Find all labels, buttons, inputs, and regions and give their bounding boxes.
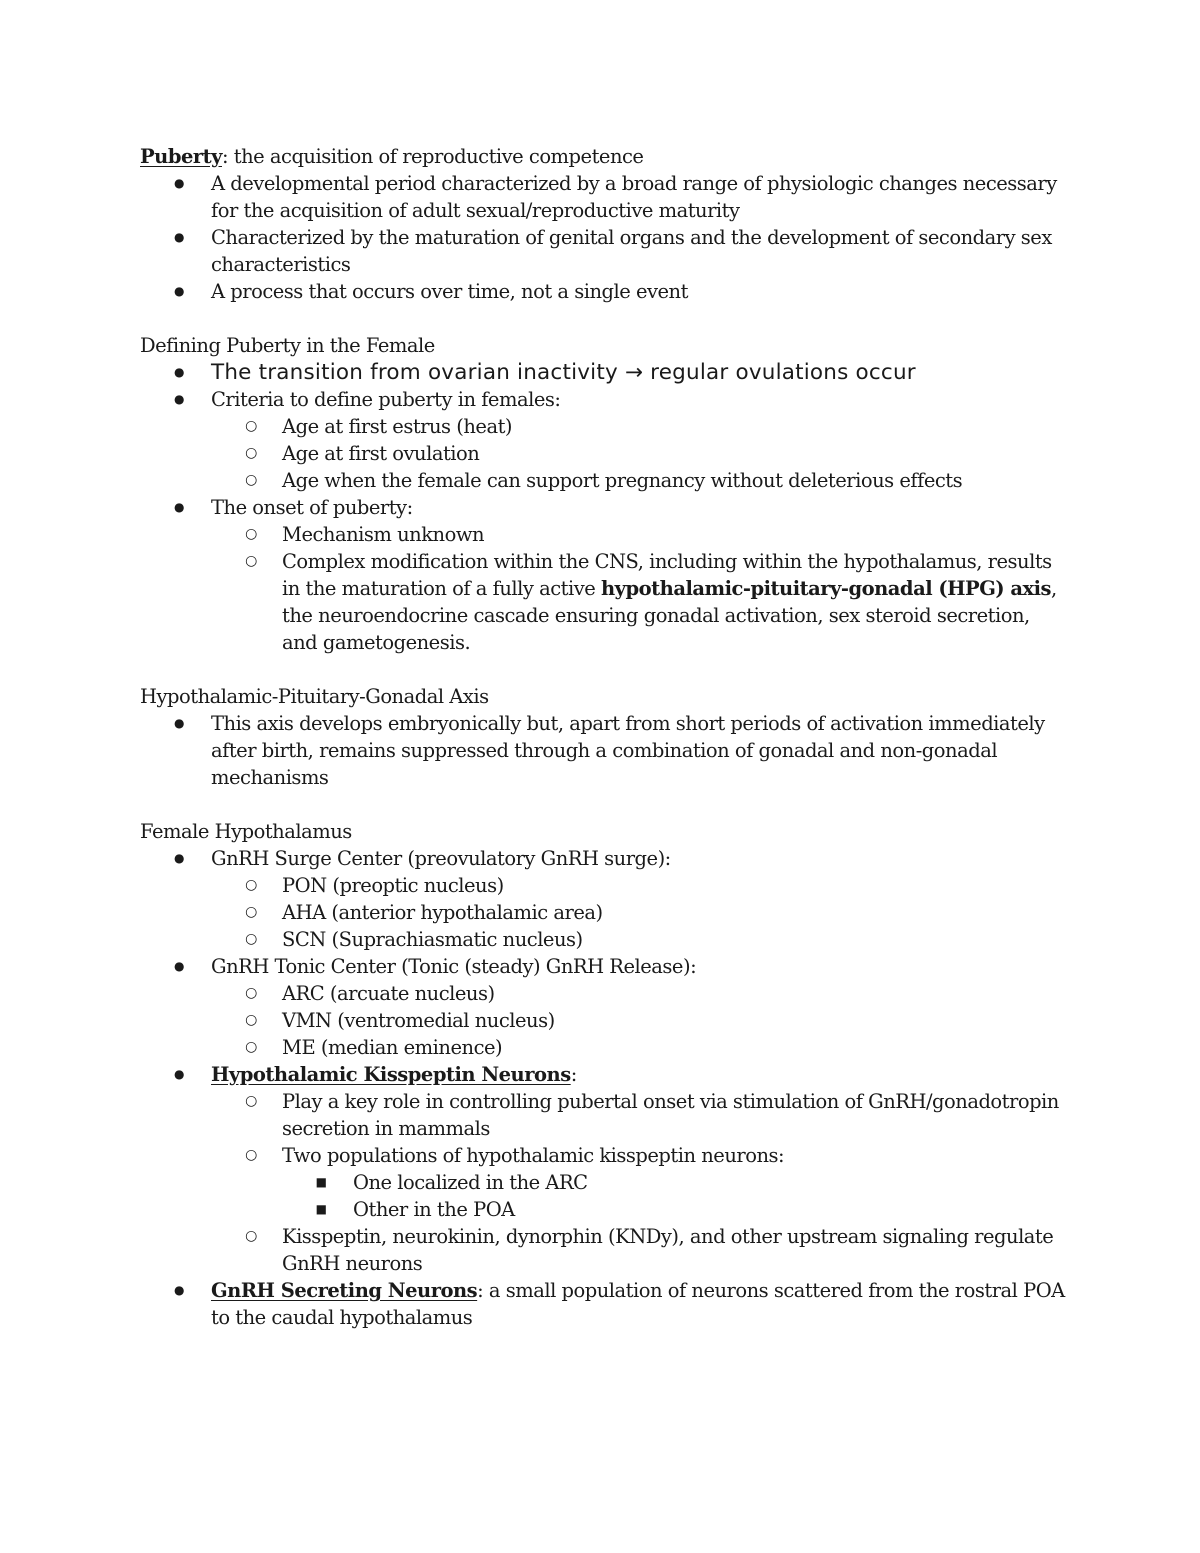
bullet-icon: ● [174, 716, 184, 730]
puberty-definition [140, 143, 1065, 170]
circle-bullet-icon: ○ [245, 904, 257, 920]
puberty-definition-text: : the acquisition of reproductive competence [222, 145, 644, 168]
sub-list-item [140, 413, 1065, 440]
list-item-text: Mechanism unknown [282, 523, 485, 546]
list-item-text: A developmental period characterized by a broad range of physiologic changes necessary for the acquisition of adult sexual/reproductive maturity [211, 172, 1057, 222]
list-item-text: Other in the POA [353, 1198, 515, 1221]
list-item-text: Age at first estrus (heat) [282, 415, 513, 438]
list-item-text: Kisspeptin, neurokinin, dynorphin (KNDy), and other upstream signaling regulate GnRH neurons [282, 1225, 1054, 1275]
bullet-icon: ● [174, 176, 184, 190]
list-item-text: This axis develops embryonically but, apart from short periods of activation immediately after birth, remains suppressed through a combination of gonadal and non-gonadal mechanisms [211, 712, 1045, 789]
sub-list-item [140, 548, 1065, 656]
circle-bullet-icon: ○ [245, 418, 257, 434]
sub-list-item [140, 1007, 1065, 1034]
sub-list-item [140, 467, 1065, 494]
gnrh-neurons-term: GnRH Secreting Neurons [211, 1279, 478, 1302]
list-item-text: ME (median eminence) [282, 1036, 503, 1059]
bullet-icon: ● [174, 392, 184, 406]
list-item-text: VMN (ventromedial nucleus) [282, 1009, 555, 1032]
bullet-icon: ● [174, 284, 184, 298]
highlight-text: The transition from ovarian inactivity → regular ovulations occur [211, 360, 916, 385]
bullet-icon: ● [174, 230, 184, 244]
hpg-axis-term: hypothalamic-pituitary-gonadal (HPG) axis [600, 577, 1052, 600]
circle-bullet-icon: ○ [245, 472, 257, 488]
circle-bullet-icon: ○ [245, 1012, 257, 1028]
list-item [140, 494, 1065, 521]
square-bullet-icon: ■ [315, 1202, 327, 1216]
circle-bullet-icon: ○ [245, 1147, 257, 1163]
list-item-highlight [140, 359, 1065, 386]
sub-list-item [140, 1088, 1065, 1142]
list-item-text: : a small population of neurons scattered from the rostral POA to the caudal hypothalamus [211, 1279, 1065, 1329]
list-item-text: GnRH Tonic Center (Tonic (steady) GnRH Release): [211, 955, 697, 978]
list-item-text: Characterized by the maturation of genital organs and the development of secondary sex characteristics [211, 226, 1052, 276]
list-item [140, 1061, 1065, 1088]
bullet-icon: ● [174, 851, 184, 865]
list-item [140, 1277, 1065, 1331]
circle-bullet-icon: ○ [245, 931, 257, 947]
circle-bullet-icon: ○ [245, 526, 257, 542]
list-item-text: Two populations of hypothalamic kisspeptin neurons: [282, 1144, 785, 1167]
bullet-icon: ● [174, 959, 184, 973]
list-item-text: GnRH Surge Center (preovulatory GnRH surge): [211, 847, 671, 870]
list-item-text: Criteria to define puberty in females: [211, 388, 561, 411]
bullet-icon: ● [174, 1067, 184, 1081]
list-item-text: Age at first ovulation [282, 442, 480, 465]
square-bullet-icon: ■ [315, 1175, 327, 1189]
sub-list-item [140, 899, 1065, 926]
circle-bullet-icon: ○ [245, 1228, 257, 1244]
sub-list-item [140, 980, 1065, 1007]
sub-list-item [140, 872, 1065, 899]
sub-sub-list-item [140, 1169, 1065, 1196]
section-heading: Female Hypothalamus [140, 820, 352, 843]
list-item [140, 845, 1065, 872]
list-item [140, 710, 1065, 791]
circle-bullet-icon: ○ [245, 445, 257, 461]
circle-bullet-icon: ○ [245, 1093, 257, 1109]
sub-list-item [140, 1223, 1065, 1277]
sub-sub-list-item [140, 1196, 1065, 1223]
list-item-text: Play a key role in controlling pubertal onset via stimulation of GnRH/gonadotropin secretion in mammals [282, 1090, 1059, 1140]
sub-list-item [140, 1034, 1065, 1061]
list-item [140, 953, 1065, 980]
list-item [140, 386, 1065, 413]
circle-bullet-icon: ○ [245, 985, 257, 1001]
list-item [140, 224, 1065, 278]
list-item-text: , the neuroendocrine cascade ensuring gonadal activation, sex steroid secretion, and gametogenesis. [282, 577, 1057, 654]
sub-list-item [140, 1142, 1065, 1169]
list-item [140, 170, 1065, 224]
section-heading: Defining Puberty in the Female [140, 334, 435, 357]
list-item-text: ARC (arcuate nucleus) [282, 982, 495, 1005]
list-item-text: SCN (Suprachiasmatic nucleus) [282, 928, 583, 951]
list-item-text: One localized in the ARC [353, 1171, 588, 1194]
document-page [140, 143, 1065, 1331]
list-item-text: Complex modification within the CNS, including within the hypothalamus, results in the maturation of a fully active [282, 550, 1052, 600]
list-item-text: Age when the female can support pregnancy without deleterious effects [282, 469, 963, 492]
list-item-text: The onset of puberty: [211, 496, 413, 519]
circle-bullet-icon: ○ [245, 1039, 257, 1055]
list-item-text: PON (preoptic nucleus) [282, 874, 504, 897]
circle-bullet-icon: ○ [245, 877, 257, 893]
list-item-text: AHA (anterior hypothalamic area) [282, 901, 603, 924]
kisspeptin-term: Hypothalamic Kisspeptin Neurons [211, 1063, 571, 1086]
bullet-icon: ● [174, 1283, 184, 1297]
list-item [140, 278, 1065, 305]
sub-list-item [140, 440, 1065, 467]
list-item-text: : [570, 1063, 577, 1086]
bullet-icon: ● [174, 500, 184, 514]
circle-bullet-icon: ○ [245, 553, 257, 569]
list-item-text: A process that occurs over time, not a single event [211, 280, 688, 303]
bullet-icon: ● [174, 365, 184, 379]
sub-list-item [140, 521, 1065, 548]
puberty-term: Puberty [140, 145, 222, 168]
section-heading: Hypothalamic-Pituitary-Gonadal Axis [140, 685, 489, 708]
sub-list-item [140, 926, 1065, 953]
